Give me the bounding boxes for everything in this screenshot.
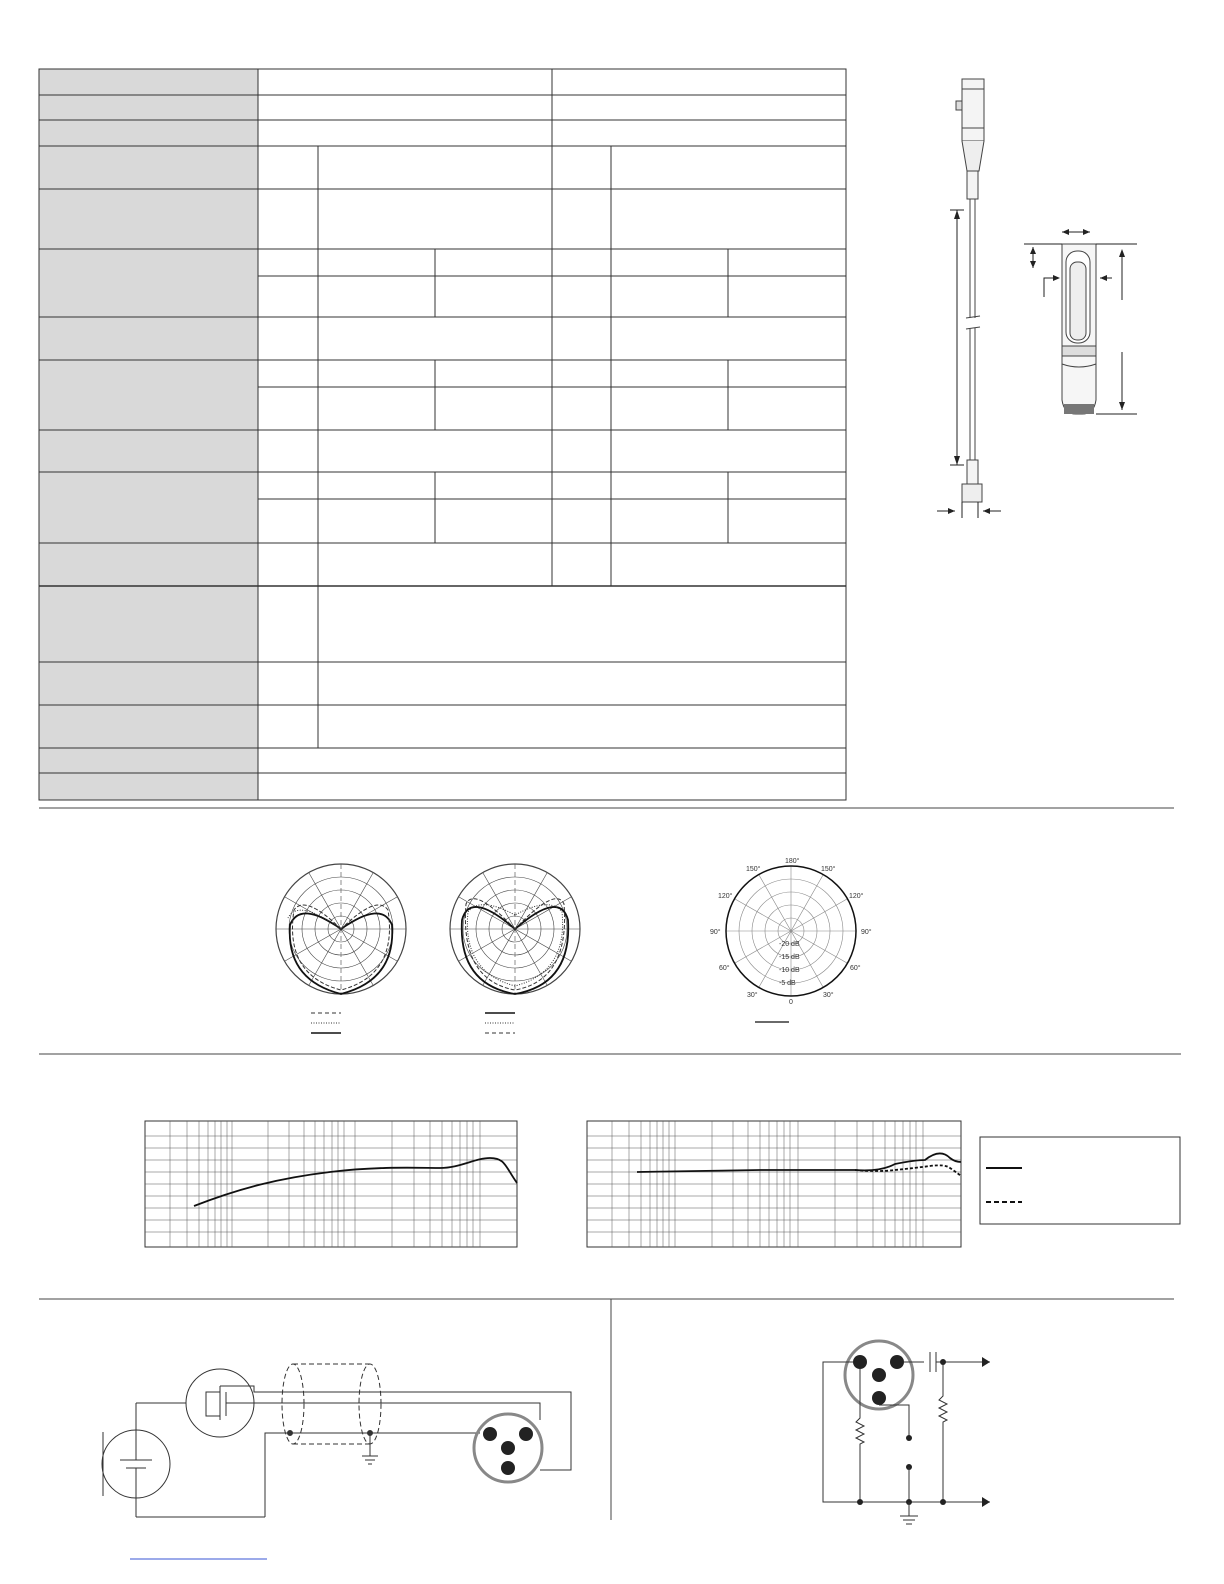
frequency-response-legend bbox=[980, 1137, 1180, 1224]
polar-angle-label: 150° bbox=[746, 866, 761, 873]
spec-table bbox=[39, 69, 846, 800]
polar-angle-label: 0 bbox=[789, 999, 793, 1006]
polar-angle-label: 60° bbox=[719, 965, 730, 972]
wiring-diagram-left bbox=[102, 1364, 571, 1517]
polar-db-label: -10 dB bbox=[779, 967, 800, 974]
polar-angle-label: 30° bbox=[823, 992, 834, 999]
polar-db-label: -5 dB bbox=[779, 980, 796, 987]
polar-db-label: -20 dB bbox=[779, 941, 800, 948]
polar-angle-label: 30° bbox=[747, 992, 758, 999]
polar-angle-label: 150° bbox=[821, 866, 836, 873]
microphone-cable-drawing bbox=[937, 79, 1001, 518]
polar-angle-label: 120° bbox=[849, 893, 864, 900]
polar-pattern-3 bbox=[710, 857, 872, 1022]
polar-angle-label: 90° bbox=[710, 929, 721, 936]
polar-db-label: -15 dB bbox=[779, 954, 800, 961]
polar-angle-label: 180° bbox=[785, 858, 800, 865]
polar-pattern-2 bbox=[450, 864, 580, 1033]
polar-angle-label: 60° bbox=[850, 965, 861, 972]
microphone-capsule-drawing bbox=[1024, 229, 1137, 414]
frequency-response-chart-2 bbox=[587, 1121, 961, 1247]
polar-pattern-1 bbox=[276, 864, 406, 1033]
frequency-response-chart-1 bbox=[145, 1121, 517, 1247]
polar-angle-label: 90° bbox=[861, 929, 872, 936]
polar-angle-label: 120° bbox=[718, 893, 733, 900]
wiring-diagram-right bbox=[823, 1341, 990, 1524]
